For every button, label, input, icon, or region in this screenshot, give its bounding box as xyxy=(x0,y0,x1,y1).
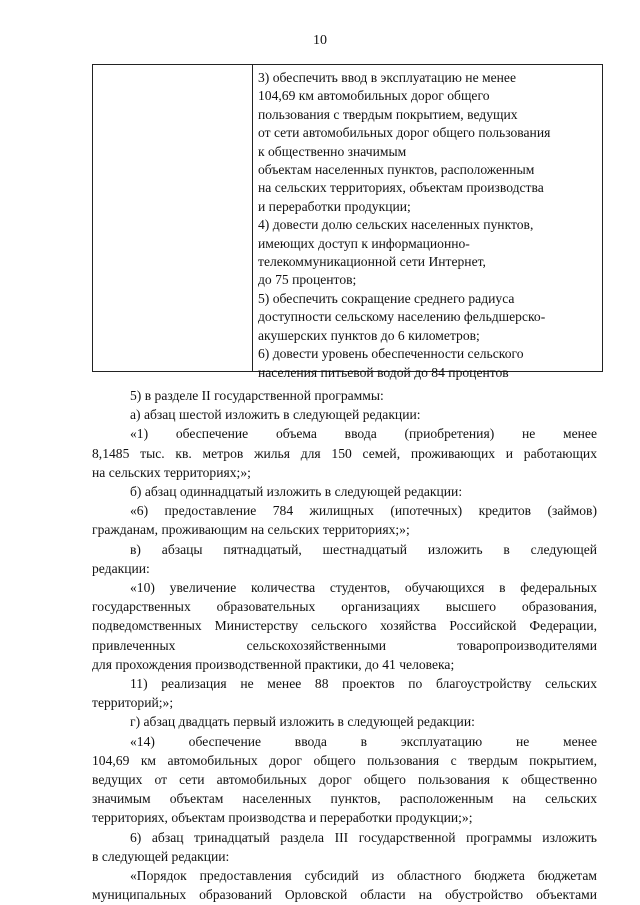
body-text-line: в) абзацы пятнадцатый, шестнадцатый изложить в следующей xyxy=(130,541,597,557)
body-text-line: а) абзац шестой изложить в следующей редакции: xyxy=(130,407,421,423)
table-left-cell xyxy=(93,65,253,371)
body-text-line: 11) реализация не менее 88 проектов по благоустройству сельских xyxy=(130,676,597,692)
table-text-line: имеющих доступ к информационно- xyxy=(258,235,470,251)
body-text-line: гражданам, проживающим на сельских территориях;»; xyxy=(92,522,410,538)
body-text-line: ведущих от сети автомобильных дорог общего пользования к общественно xyxy=(92,772,597,788)
document-body xyxy=(92,386,597,904)
page-number: 10 xyxy=(313,33,327,48)
body-text-line: 5) в разделе II государственной программы: xyxy=(130,388,384,403)
table-text-line: до 75 процентов; xyxy=(258,272,357,288)
body-text-line: значимым объектам населенных пунктов, расположенным на сельских xyxy=(92,791,597,807)
body-text-line: 8,1485 тыс. кв. метров жилья для 150 семей, проживающих и работающих xyxy=(92,445,597,461)
table-text-line: от сети автомобильных дорог общего пользования xyxy=(258,125,551,141)
body-text-line: «6) предоставление 784 жилищных (ипотечных) кредитов (займов) xyxy=(130,503,597,519)
body-text-line: «14) обеспечение ввода в эксплуатацию не менее xyxy=(130,733,597,749)
body-text-line: «Порядок предоставления субсидий из областного бюджета бюджетам xyxy=(130,868,597,884)
body-text-line: территориях, объектам производства и переработки продукции;»; xyxy=(92,810,473,826)
table-text-line: 4) довести долю сельских населенных пунктов, xyxy=(258,217,534,233)
body-text-line: г) абзац двадцать первый изложить в следующей редакции: xyxy=(130,714,475,730)
body-text-line: государственных образовательных организациях высшего образования, xyxy=(92,599,597,615)
table-text-line: пользования с твердым покрытием, ведущих xyxy=(258,106,518,122)
table-text-line: 3) обеспечить ввод в эксплуатацию не менее xyxy=(258,70,516,85)
table-text-line: и переработки продукции; xyxy=(258,198,411,214)
body-text-line: подведомственных Министерству сельского хозяйства Российской Федерации, xyxy=(92,618,597,634)
body-text-line: «10) увеличение количества студентов, обучающихся в федеральных xyxy=(130,580,597,596)
body-text-line: привлеченных сельскохозяйственными товаропроизводителями xyxy=(92,637,597,653)
table-text-line: телекоммуникационной сети Интернет, xyxy=(258,254,486,270)
table-text-line: акушерских пунктов до 6 километров; xyxy=(258,327,480,343)
table-text-line: на сельских территориях, объектам производства xyxy=(258,180,544,196)
table-text-line: доступности сельскому населению фельдшерско- xyxy=(258,309,546,325)
body-text-line: 104,69 км автомобильных дорог общего пользования с твердым покрытием, xyxy=(92,752,597,768)
body-text-line: на сельских территориях;»; xyxy=(92,464,251,480)
body-text-line: 6) абзац тринадцатый раздела III государственной программы изложить xyxy=(130,829,597,845)
body-text-line: муниципальных образований Орловской области на обустройство объектами xyxy=(92,887,597,903)
body-text-line: для прохождения производственной практики, до 41 человека; xyxy=(92,656,455,672)
body-text-line: в следующей редакции: xyxy=(92,848,230,864)
body-text-line: территорий;»; xyxy=(92,695,174,711)
goals-table xyxy=(92,64,603,380)
body-text-line: б) абзац одиннадцатый изложить в следующей редакции: xyxy=(130,484,463,500)
table-text-line: 6) довести уровень обеспеченности сельского xyxy=(258,346,524,362)
table-text-line: населения питьевой водой до 84 процентов xyxy=(258,364,509,380)
table-text-line: 104,69 км автомобильных дорог общего xyxy=(258,88,490,104)
table-text-line: 5) обеспечить сокращение среднего радиуса xyxy=(258,290,515,306)
table-right-cell xyxy=(258,69,600,382)
body-text-line: «1) обеспечение объема ввода (приобретения) не менее xyxy=(130,426,597,442)
table-text-line: к общественно значимым xyxy=(258,143,407,159)
table-text-line: объектам населенных пунктов, расположенным xyxy=(258,162,535,178)
body-text-line: редакции: xyxy=(92,560,150,576)
